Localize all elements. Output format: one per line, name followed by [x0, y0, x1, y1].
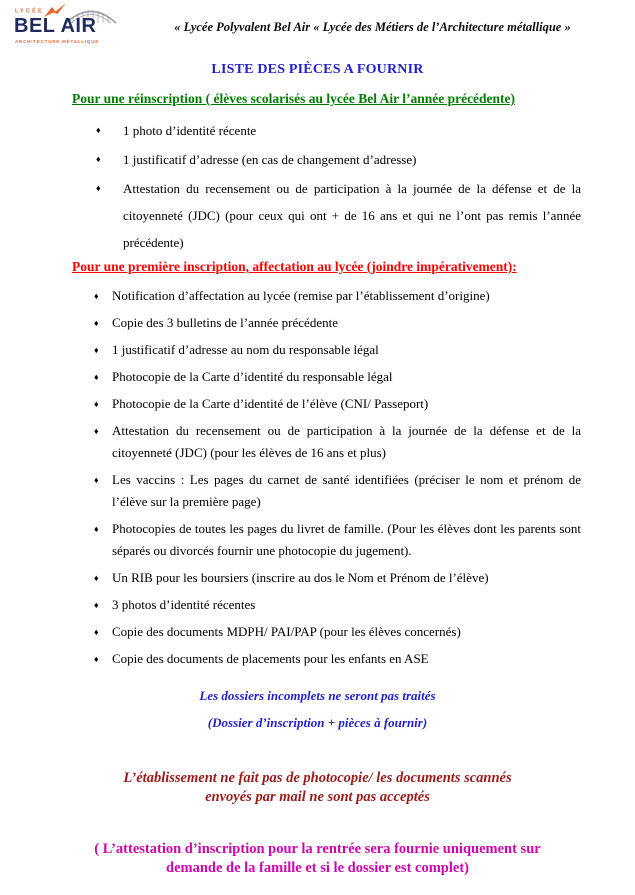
list-item-text: Attestation du recensement ou de participation à la journée de la défense et de la citoyenneté (JDC) (pour les élèves de 16 ans et plus) [112, 423, 581, 460]
section-heading-premiere-inscription: Pour une première inscription, affectation au lycée (joindre impérativement): [72, 259, 517, 274]
list-item [94, 621, 581, 643]
section-heading-reinscription: Pour une réinscription ( élèves scolarisés au lycée Bel Air l’année précédente) [72, 91, 516, 106]
list-item [94, 567, 581, 589]
list-item-text: 1 justificatif d’adresse au nom du responsable légal [112, 342, 379, 357]
list-item [94, 594, 581, 616]
diamond-bullet-icon: ♦ [96, 183, 101, 193]
notice-incomplete-files-detail: (Dossier d’inscription + pièces à fournir) [207, 715, 428, 730]
list-item-text: Attestation du recensement ou de participation à la journée de la défense et de la citoyenneté (JDC) (pour ceux qui ont + de 16 ans et qui ne l’ont pas remis l’année précédente) [123, 181, 581, 250]
school-logo [12, 6, 124, 56]
list-item [94, 393, 581, 415]
notice-attestation-line2: demande de la famille et si le dossier est complet) [166, 860, 469, 876]
diamond-bullet-icon: ♦ [94, 345, 99, 355]
reinscription-list [96, 117, 581, 256]
diamond-bullet-icon: ♦ [94, 654, 99, 664]
notice-attestation [0, 840, 635, 878]
diamond-bullet-icon: ♦ [94, 573, 99, 583]
notice-attestation-line1: ( L’attestation d’inscription pour la rentrée sera fournie uniquement sur [94, 841, 541, 857]
document-header [0, 0, 635, 58]
notice-incomplete-files: Les dossiers incomplets ne seront pas traités [199, 688, 436, 703]
list-item [94, 285, 581, 307]
page-title: LISTE DES PIÈCES A FOURNIR [211, 62, 424, 77]
diamond-bullet-icon: ♦ [94, 475, 99, 485]
list-item [94, 420, 581, 464]
list-item [94, 366, 581, 388]
list-item [96, 146, 581, 173]
notice-no-photocopy [0, 769, 635, 807]
diamond-bullet-icon: ♦ [94, 627, 99, 637]
list-item-text: Copie des documents de placements pour les enfants en ASE [112, 651, 429, 666]
notice-no-photocopy-line2: envoyés par mail ne sont pas acceptés [205, 789, 430, 805]
list-item [94, 312, 581, 334]
logo-subtitle-text: ARCHITECTURE MÉTALLIQUE [15, 39, 100, 44]
premiere-inscription-list [94, 285, 581, 670]
list-item-text: 3 photos d’identité récentes [112, 597, 256, 612]
diamond-bullet-icon: ♦ [94, 524, 99, 534]
diamond-bullet-icon: ♦ [94, 291, 99, 301]
list-item-text: Photocopie de la Carte d’identité de l’élève (CNI/ Passeport) [112, 396, 429, 411]
list-item-text: Les vaccins : Les pages du carnet de santé identifiées (préciser le nom et prénom de l’élève sur la première page) [112, 472, 581, 509]
diamond-bullet-icon: ♦ [94, 318, 99, 328]
diamond-bullet-icon: ♦ [96, 125, 101, 135]
list-item-text: Photocopie de la Carte d’identité du responsable légal [112, 369, 393, 384]
list-item [94, 518, 581, 562]
list-item [96, 117, 581, 144]
diamond-bullet-icon: ♦ [94, 426, 99, 436]
school-header-title: « Lycée Polyvalent Bel Air « Lycée des Métiers de l’Architecture métallique » [174, 20, 571, 34]
logo-belair-text: BEL AIR [14, 15, 97, 37]
list-item-text: Copie des 3 bulletins de l’année précédente [112, 315, 338, 330]
list-item [94, 339, 581, 361]
diamond-bullet-icon: ♦ [94, 372, 99, 382]
list-item-text: Photocopies de toutes les pages du livret de famille. (Pour les élèves dont les parents sont séparés ou divorcés fournir une photocopie du jugement). [112, 521, 581, 558]
notice-no-photocopy-line1: L’établissement ne fait pas de photocopie/ les documents scannés [123, 770, 512, 786]
list-item-text: Un RIB pour les boursiers (inscrire au dos le Nom et Prénom de l’élève) [112, 570, 489, 585]
list-item-text: 1 photo d’identité récente [123, 123, 257, 138]
list-item-text: 1 justificatif d’adresse (en cas de changement d’adresse) [123, 152, 417, 167]
diamond-bullet-icon: ♦ [96, 154, 101, 164]
diamond-bullet-icon: ♦ [94, 399, 99, 409]
list-item-text: Copie des documents MDPH/ PAI/PAP (pour les élèves concernés) [112, 624, 461, 639]
list-item-text: Notification d’affectation au lycée (remise par l’établissement d’origine) [112, 288, 490, 303]
logo-lycee-text: LYCÉE [15, 8, 44, 15]
list-item [94, 469, 581, 513]
diamond-bullet-icon: ♦ [94, 600, 99, 610]
list-item [96, 175, 581, 256]
list-item [94, 648, 581, 670]
